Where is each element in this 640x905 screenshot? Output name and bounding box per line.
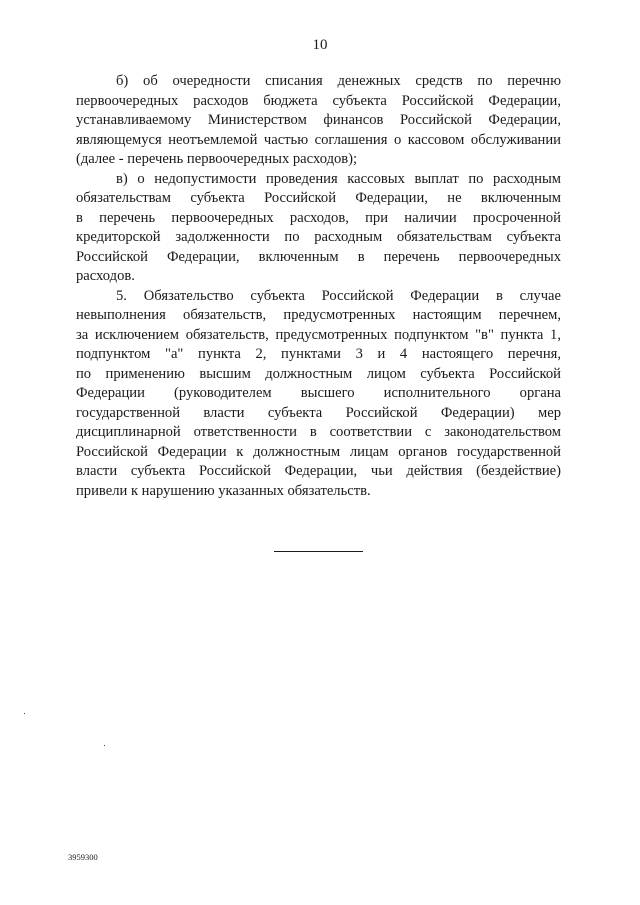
scan-speck — [24, 713, 25, 714]
text-line: Российской Федерации к должностным лицам органов государственной — [76, 443, 561, 460]
text-line: государственной власти субъекта Российской Федерации) мер — [76, 404, 561, 421]
paragraph-item-5 — [76, 287, 561, 502]
text-line: устанавливаемому Министерством финансов Российской Федерации, — [76, 112, 561, 128]
text-line: невыполнения обязательств, предусмотренных настоящим перечнем, — [76, 307, 561, 323]
text-line: по применению высшим должностным лицом субъекта Российской — [76, 365, 561, 382]
text-line: расходов. — [76, 268, 135, 284]
paragraph-subitem-v — [76, 170, 561, 287]
text-line: обязательствам субъекта Российской Федерации, не включенным — [76, 190, 561, 206]
text-line: кредиторской задолженности по расходным обязательствам субъекта — [76, 229, 561, 245]
text-line: подпунктом "а" пункта 2, пунктами 3 и 4 настоящего перечня, — [76, 346, 561, 362]
text-line: в) о недопустимости проведения кассовых выплат по расходным — [116, 170, 561, 187]
text-line: дисциплинарной ответственности в соответствии с законодательством — [76, 424, 561, 440]
text-line: власти субъекта Российской Федерации, чьи действия (бездействие) — [76, 463, 561, 479]
paragraph-subitem-b — [76, 72, 561, 170]
text-line: Российской Федерации, включенным в перечень первоочередных — [76, 248, 561, 265]
document-body — [76, 72, 561, 501]
page-number: 10 — [312, 37, 328, 53]
text-line: Федерации (руководителем высшего исполнительного органа — [76, 385, 561, 401]
text-line: (далее - перечень первоочередных расходов); — [76, 151, 358, 167]
text-line: привели к нарушению указанных обязательств. — [76, 482, 371, 499]
text-line: первоочередных расходов бюджета субъекта Российской Федерации, — [76, 92, 561, 109]
end-divider-line — [274, 551, 363, 552]
text-line: в перечень первоочередных расходов, при наличии просроченной — [76, 209, 561, 226]
text-line: являющемуся неотъемлемой частью соглашения о кассовом обслуживании — [76, 131, 561, 148]
text-line: за исключением обязательств, предусмотренных подпунктом "в" пункта 1, — [76, 326, 561, 343]
document-code: 3959300 — [68, 852, 98, 862]
text-line: 5. Обязательство субъекта Российской Федерации в случае — [116, 287, 561, 304]
text-line: б) об очередности списания денежных средств по перечню — [116, 73, 561, 89]
scan-speck — [104, 745, 105, 746]
